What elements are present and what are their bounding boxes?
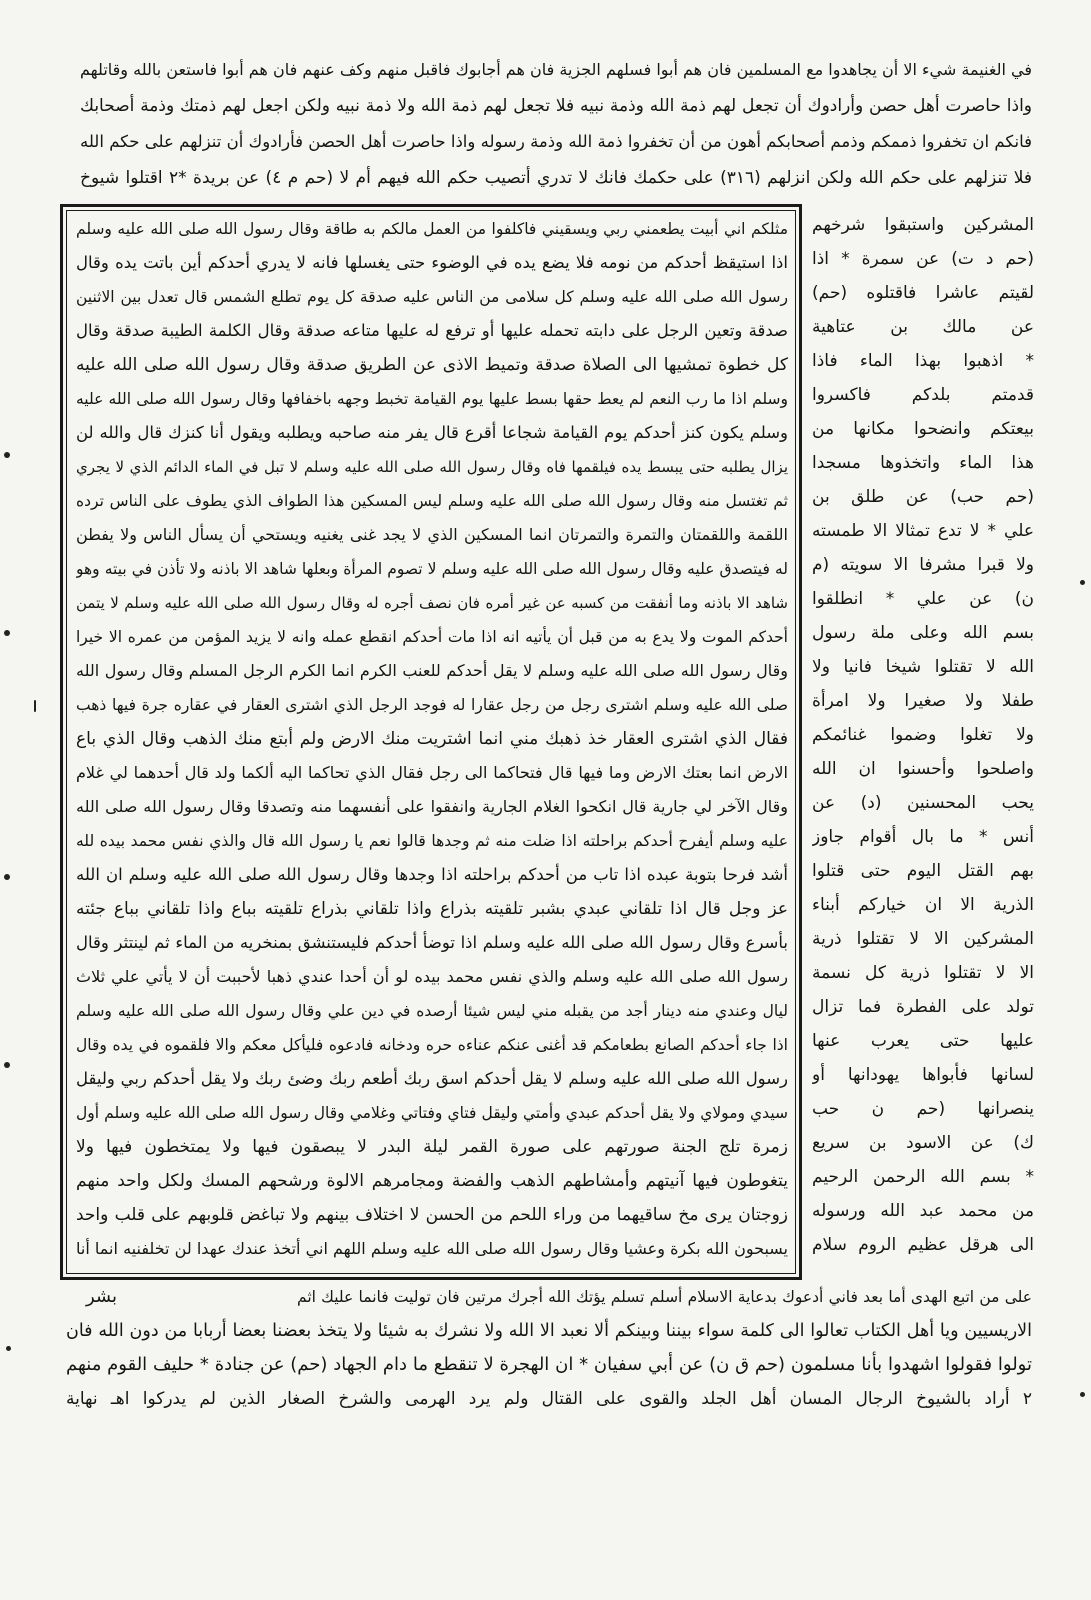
margin-line: قدمتم بلدكم فاكسروا — [812, 385, 1034, 405]
scan-speck — [1080, 580, 1085, 585]
text-line: وسلم اذا ما رب النعم لم يعط حقها بسط عليها يوم القيامة تخبط وجهه باخفافها وقال رسول الله صلى الله عليه — [76, 390, 788, 408]
margin-line: لقيتم عاشرا فاقتلوه (حم) — [812, 283, 1034, 303]
margin-line: عن مالك بن عتاهية — [812, 317, 1034, 337]
text-line: اذا جاء أحدكم الصانع بطعامكم قد أغنى عنكم عناءه حره ودخانه فادعوه فليأكل معكم والا فلقموه في يده وقال — [76, 1036, 788, 1054]
text-line: بأسرع وقال رسول الله صلى الله عليه وسلم اذا توضأ أحدكم فليستنشق بمنخريه من الماء ثم لينتثر وقال — [76, 933, 788, 952]
footnote: ٢ أراد بالشيوخ الرجال المسان أهل الجلد والقوى على القتال ولم يرد الهرمى والشرخ الصغار الذين لم يدركوا اهـ نهاية — [66, 1389, 1032, 1409]
scan-speck — [34, 700, 36, 712]
margin-line: علي * لا تدع تمثالا الا طمسته — [812, 521, 1034, 541]
margin-line: ن) عن علي * انطلقوا — [812, 589, 1034, 609]
text-line: زمرة تلج الجنة صورتهم على صورة القمر ليلة البدر لا يبصقون فيها ولا يمتخطون فيها ولا — [76, 1137, 788, 1157]
text-line: له فيتصدق عليه وقال رسول الله صلى الله عليه وسلم لا تصوم المرأة وبعلها شاهد الا باذنه ولا تأذن في بيته وهو — [76, 560, 788, 578]
margin-line: بيعتكم وانضحوا مكانها من — [812, 419, 1034, 439]
text-line: عز وجل قال اذا تلقاني عبدي بشبر تلقيته بذراع واذا تلقاني بذراع تلقيته بباع واذا تلقاني بباع جئته — [76, 899, 788, 919]
bottom-first-row — [66, 1280, 1032, 1314]
margin-line: لسانها فأبواها يهودانها أو — [812, 1065, 1034, 1085]
text-line: زوجتان يرى مخ ساقيهما من وراء اللحم من الحسن لا اختلاف بينهم ولا تباغض قلوبهم على قلب واحد — [76, 1205, 788, 1225]
margin-line: الا لا تقتلوا ذرية كل نسمة — [812, 963, 1034, 983]
text-line: فانكم ان تخفروا ذممكم وذمم أصحابكم أهون من أن تخفروا ذمة الله وذمة رسوله واذا حاصرت أهل الحصن فأرادوك أن تنزلهم على حكم الله — [80, 132, 1032, 151]
scan-speck — [4, 452, 10, 458]
text-line: كل خطوة تمشيها الى الصلاة صدقة وتميط الاذى عن الطريق صدقة وقال رسول الله صلى الله عليه — [76, 355, 788, 375]
margin-line: أنس * ما بال أقوام جاوز — [812, 827, 1034, 847]
margin-line: ولا تغلوا وضموا غنائمكم — [812, 725, 1034, 745]
scan-speck — [4, 630, 10, 636]
text-line: فقال الذي اشترى العقار خذ ذهبك مني انما اشتريت منك الارض ولم أبتع منك الذهب وقال الذي باع — [76, 729, 788, 749]
text-line: فلا تنزلهم على حكم الله ولكن انزلهم (٣١٦) على حكمك فانك لا تدري أتصيب حكم الله فيهم أم لا (حم م ٤) عن بريدة *٢ اقتلوا شيوخ — [80, 168, 1032, 188]
main-text-block — [76, 212, 788, 1266]
margin-line: طفلا ولا صغيرا ولا امرأة — [812, 691, 1034, 711]
margin-line: * بسم الله الرحمن الرحيم — [812, 1167, 1034, 1187]
scan-speck — [4, 1062, 10, 1068]
text-line: مثلكم اني أبيت يطعمني ربي ويسقيني فاكلفوا من العمل مالكم به طاقة وقال رسول الله صلى الله عليه وسلم — [76, 220, 788, 238]
text-line: سيدي ومولاي ولا يقل أحدكم عبدي وأمتي وليقل فتاي وفتاتي وغلامي وقال رسول الله صلى الله عليه وسلم أول — [76, 1104, 788, 1122]
margin-line: تولد على الفطرة فما تزال — [812, 997, 1034, 1017]
margin-line: عليها حتى يعرب عنها — [812, 1031, 1034, 1051]
text-line: ليال وعندي منه دينار أجد من يقبله مني ليس شيئا أرصده في دين علي وقال رسول الله صلى الله عليه وسلم — [76, 1002, 788, 1020]
margin-line: المشركين الا لا تقتلوا ذرية — [812, 929, 1034, 949]
margin-line: (حم د ت) عن سمرة * اذا — [812, 249, 1034, 269]
margin-line: من محمد عبد الله ورسوله — [812, 1201, 1034, 1221]
text-line: يسبحون الله بكرة وعشيا وقال رسول الله صلى الله عليه وسلم اللهم اني أتخذ عندك عهدا لن تخلفنيه انما أنا — [76, 1239, 788, 1258]
text-line: وقال الآخر لي جارية قال انكحوا الغلام الجارية وانفقوا على أنفسهما منه وتصدقا وقال رسول الله صلى الله — [76, 797, 788, 816]
text-line: واذا حاصرت أهل حصن وأرادوك أن تجعل لهم ذمة الله وذمة نبيه فلا تجعل لهم ذمة الله ولا ذمة نبيه ولكن اجعل لهم ذمتك وذمة أصحابك — [80, 96, 1032, 116]
text-line: اذا استيقظ أحدكم من نومه فلا يضع يده في الوضوء حتى يغسلها فانه لا يدري أحدكم أين باتت يده وقال — [76, 253, 788, 272]
text-line: الاريسيين ويا أهل الكتاب تعالوا الى كلمة سواء بيننا وبينكم ألا نعبد الا الله ولا نشرك به شيئا ولا يتخذ بعضنا بعضا أربابا من دون الله فان — [66, 1321, 1032, 1341]
margin-line: بهم القتل اليوم حتى قتلوا — [812, 861, 1034, 881]
bottom-text-block — [66, 1280, 1032, 1416]
text-line: وسلم يكون كنز أحدكم يوم القيامة شجاعا أقرع قال يفر منه صاحبه ويطلبه ويقول أنا كنزك قال والله لن — [76, 423, 788, 442]
margin-line: ك) عن الاسود بن سريع — [812, 1133, 1034, 1153]
margin-line: واصلحوا وأحسنوا ان الله — [812, 759, 1034, 779]
margin-commentary-column — [812, 208, 1034, 1262]
text-line: الارض انما بعتك الارض وما فيها قال فتحاكما الى رجل فقال الذي تحاكما اليه ألكما ولد قال أحدهما لي غلام — [76, 763, 788, 782]
text-line: رسول الله صلى الله عليه وسلم لا يقل أحدكم اسق ربك أطعم ربك وضئ ربك ولا يقل أحدكم ربي وليقل — [76, 1069, 788, 1088]
text-line: ثم تغتسل منه وقال رسول الله صلى الله عليه وسلم ليس المسكين هذا الطواف الذي يطوف على الناس ترده — [76, 492, 788, 510]
text-line: في الغنيمة شيء الا أن يجاهدوا مع المسلمين فان هم أبوا فسلهم الجزية فان هم أجابوك فاقبل منهم وكف عنهم فان هم أبوا فاستعن بالله وقاتلهم — [80, 60, 1032, 79]
margin-line: هذا الماء واتخذوها مسجدا — [812, 453, 1034, 473]
text-line: تولوا فقولوا اشهدوا بأنا مسلمون (حم ق ن) عن أبي سفيان * ان الهجرة لا تنقطع ما دام الجهاد (حم) عن جنادة * حليف القوم منهم — [66, 1354, 1032, 1375]
margin-line: (حم حب) عن طلق بن — [812, 487, 1034, 507]
text-line: شاهد الا باذنه وما أنفقت من كسبه عن غير أمره فان نصف أجره له وقال رسول الله صلى الله عليه وسلم لا يتمن — [76, 594, 788, 612]
margin-line: الذرية الا ان خياركم أبناء — [812, 895, 1034, 915]
scan-speck — [4, 874, 10, 880]
scan-speck — [1080, 1392, 1085, 1397]
text-line: عليه وسلم أيفرح أحدكم براحلته اذا ضلت منه ثم وجدها قالوا نعم يا رسول الله قال والذي نفس محمد بيده لله — [76, 832, 788, 850]
text-line: أشد فرحا بتوبة عبده اذا تاب من أحدكم براحلته اذا وجدها وقال رسول الله صلى الله عليه وسلم ان الله — [76, 865, 788, 884]
scan-speck — [6, 1346, 11, 1351]
margin-line: الى هرقل عظيم الروم سلام — [812, 1235, 1034, 1255]
text-line: يزال يطلبه حتى يبسط يده فيلقمها فاه وقال رسول الله صلى الله عليه وسلم لا تبل في الماء الدائم الذي لا يجري — [76, 458, 788, 476]
margin-line: المشركين واستبقوا شرخهم — [812, 215, 1034, 235]
text-line: رسول الله صلى الله عليه وسلم والذي نفس محمد بيده لو أن أحدا عندي ذهبا لأحببت أن لا يأتي علي ثلاث — [76, 967, 788, 986]
margin-line: ولا قبرا مشرفا الا سويته (م — [812, 555, 1034, 575]
text-line: يتغوطون فيها آنيتهم وأمشاطهم الذهب والفضة ومجامرهم الالوة ورشحهم المسك ولكل واحد منهم — [76, 1171, 788, 1191]
text-line: أحدكم الموت ولا يدع به من قبل أن يأتيه انه اذا مات أحدكم انقطع عمله وانه لا يزيد المؤمن من عمره الا خيرا — [76, 628, 788, 646]
text-line: على من اتبع الهدى أما بعد فاني أدعوك بدعاية الاسلام أسلم تسلم يؤتك الله أجرك مرتين فان توليت فانما عليك اثم — [297, 1288, 1032, 1306]
catchword: بشر — [86, 1286, 117, 1307]
text-line: صلى الله عليه وسلم اشترى رجل من رجل عقارا له فوجد الرجل الذي اشترى العقار في عقاره جرة فيها ذهب — [76, 696, 788, 714]
text-line: وقال رسول الله صلى الله عليه وسلم لا يقل أحدكم للعنب الكرم انما الكرم الرجل المسلم وقال رسول الله — [76, 661, 788, 680]
top-text-block — [80, 52, 1032, 196]
margin-line: ينصرانها (حم ن حب — [812, 1099, 1034, 1119]
text-line: رسول الله صلى الله عليه وسلم كل سلامى من الناس عليه صدقة كل يوم تطلع الشمس قال تعدل بين الاثنين — [76, 288, 788, 306]
margin-line: يحب المحسنين (د) عن — [812, 793, 1034, 813]
text-line: صدقة وتعين الرجل على دابته تحمله عليها أو ترفع له عليها متاعه صدقة وقال الكلمة الطيبة صدقة وقال — [76, 321, 788, 340]
margin-line: الله لا تقتلوا شيخا فانيا ولا — [812, 657, 1034, 677]
text-line: اللقمة واللقمتان والتمرة والتمرتان انما المسكين الذي لا يجد غنى يغنيه ويستحي أن يسأل الناس ولا يفطن — [76, 525, 788, 544]
margin-line: * اذهبوا بهذا الماء فاذا — [812, 351, 1034, 371]
margin-line: بسم الله وعلى ملة رسول — [812, 623, 1034, 643]
